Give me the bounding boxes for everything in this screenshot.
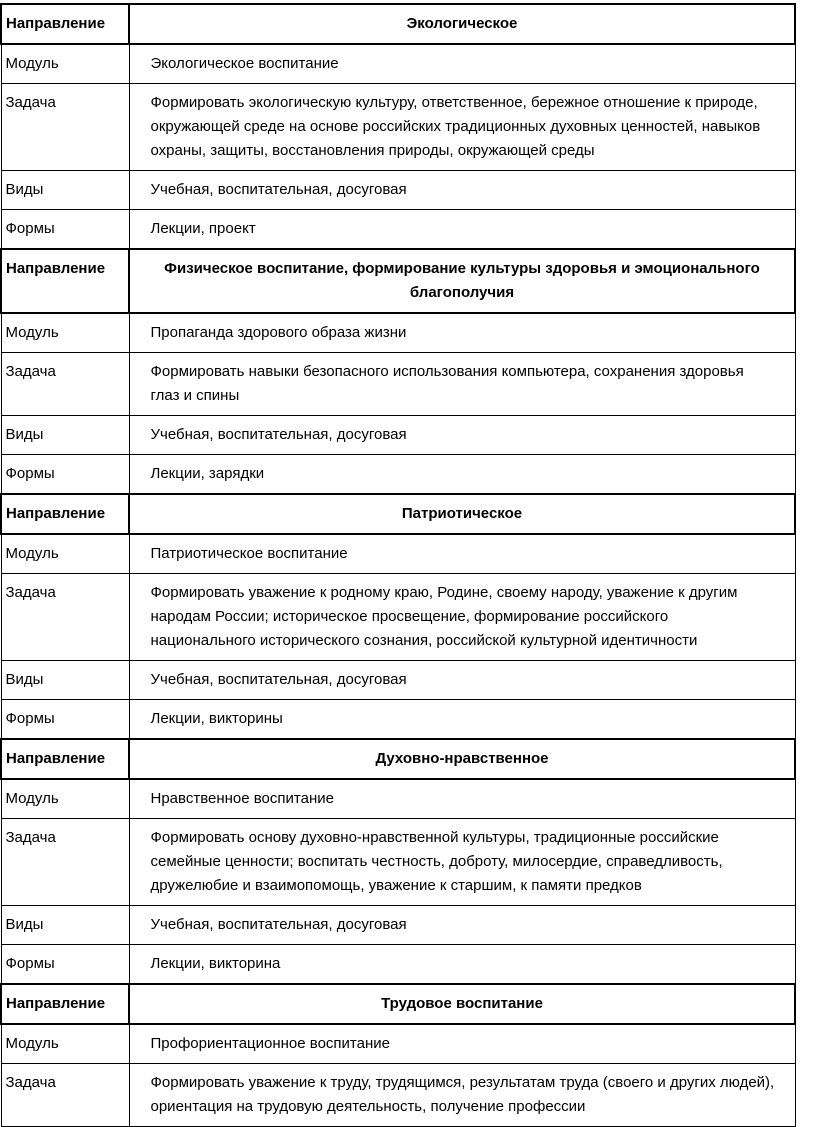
row-label: Модуль [1,1024,129,1064]
row-value: Учебная, воспитательная, досуговая [129,661,795,700]
row-label: Виды [1,171,129,210]
row-label: Модуль [1,44,129,84]
row-label: Формы [1,455,129,495]
direction-label: Направление [1,4,129,44]
document-page [0,3,816,1115]
table-row [1,819,795,906]
table-row [1,661,795,700]
row-value: Учебная, воспитательная, досуговая [129,416,795,455]
row-value: Лекции, зарядки [129,455,795,495]
table-row [1,84,795,171]
row-label: Формы [1,700,129,740]
row-label: Формы [1,945,129,985]
section-header-row [1,4,795,44]
direction-value: Духовно-нравственное [129,739,795,779]
row-label: Задача [1,1064,129,1127]
row-value: Формировать навыки безопасного использования компьютера, сохранения здоровья глаз и спины [129,353,795,416]
table-row [1,1064,795,1127]
table-row [1,534,795,574]
section-header-row [1,494,795,534]
row-value: Профориентационное воспитание [129,1024,795,1064]
row-value: Лекции, викторина [129,945,795,985]
table-row [1,44,795,84]
table-row [1,171,795,210]
row-value: Формировать основу духовно-нравственной культуры, традиционные российские семейные ценности; воспитать честность, доброту, милосердие, справедливость, дружелюбие и взаимопомощь, уважение к старшим, к памяти предков [129,819,795,906]
row-value: Формировать уважение к труду, трудящимся, результатам труда (своего и других людей), ориентация на трудовую деятельность, получение профессии [129,1064,795,1127]
row-label: Виды [1,661,129,700]
table-row [1,210,795,250]
direction-value: Трудовое воспитание [129,984,795,1024]
row-label: Модуль [1,313,129,353]
row-value: Учебная, воспитательная, досуговая [129,171,795,210]
table-row [1,779,795,819]
row-value: Формировать уважение к родному краю, Родине, своему народу, уважение к другим народам России; историческое просвещение, формирование российского национального исторического сознания, российской культурной идентичности [129,574,795,661]
row-label: Модуль [1,534,129,574]
row-label: Задача [1,84,129,171]
row-label: Виды [1,906,129,945]
row-value: Нравственное воспитание [129,779,795,819]
row-label: Виды [1,416,129,455]
row-value: Учебная, воспитательная, досуговая [129,906,795,945]
direction-value: Физическое воспитание, формирование культуры здоровья и эмоционального благополучия [129,249,795,313]
table-row [1,455,795,495]
section-header-row [1,984,795,1024]
table-row [1,353,795,416]
section-header-row [1,249,795,313]
direction-value: Патриотическое [129,494,795,534]
directions-table-body [1,4,795,1127]
direction-value: Экологическое [129,4,795,44]
row-value: Пропаганда здорового образа жизни [129,313,795,353]
row-label: Модуль [1,779,129,819]
row-label: Задача [1,574,129,661]
direction-label: Направление [1,249,129,313]
table-row [1,313,795,353]
table-row [1,700,795,740]
table-row [1,1024,795,1064]
row-value: Лекции, проект [129,210,795,250]
table-row [1,574,795,661]
row-label: Задача [1,353,129,416]
direction-label: Направление [1,739,129,779]
row-value: Патриотическое воспитание [129,534,795,574]
row-label: Задача [1,819,129,906]
table-row [1,416,795,455]
table-row [1,945,795,985]
section-header-row [1,739,795,779]
direction-label: Направление [1,984,129,1024]
direction-label: Направление [1,494,129,534]
row-value: Лекции, викторины [129,700,795,740]
row-value: Формировать экологическую культуру, ответственное, бережное отношение к природе, окружающей среде на основе российских традиционных духовных ценностей, навыков охраны, защиты, восстановления природы, окружающей среды [129,84,795,171]
row-value: Экологическое воспитание [129,44,795,84]
directions-table [0,3,796,1127]
table-row [1,906,795,945]
row-label: Формы [1,210,129,250]
